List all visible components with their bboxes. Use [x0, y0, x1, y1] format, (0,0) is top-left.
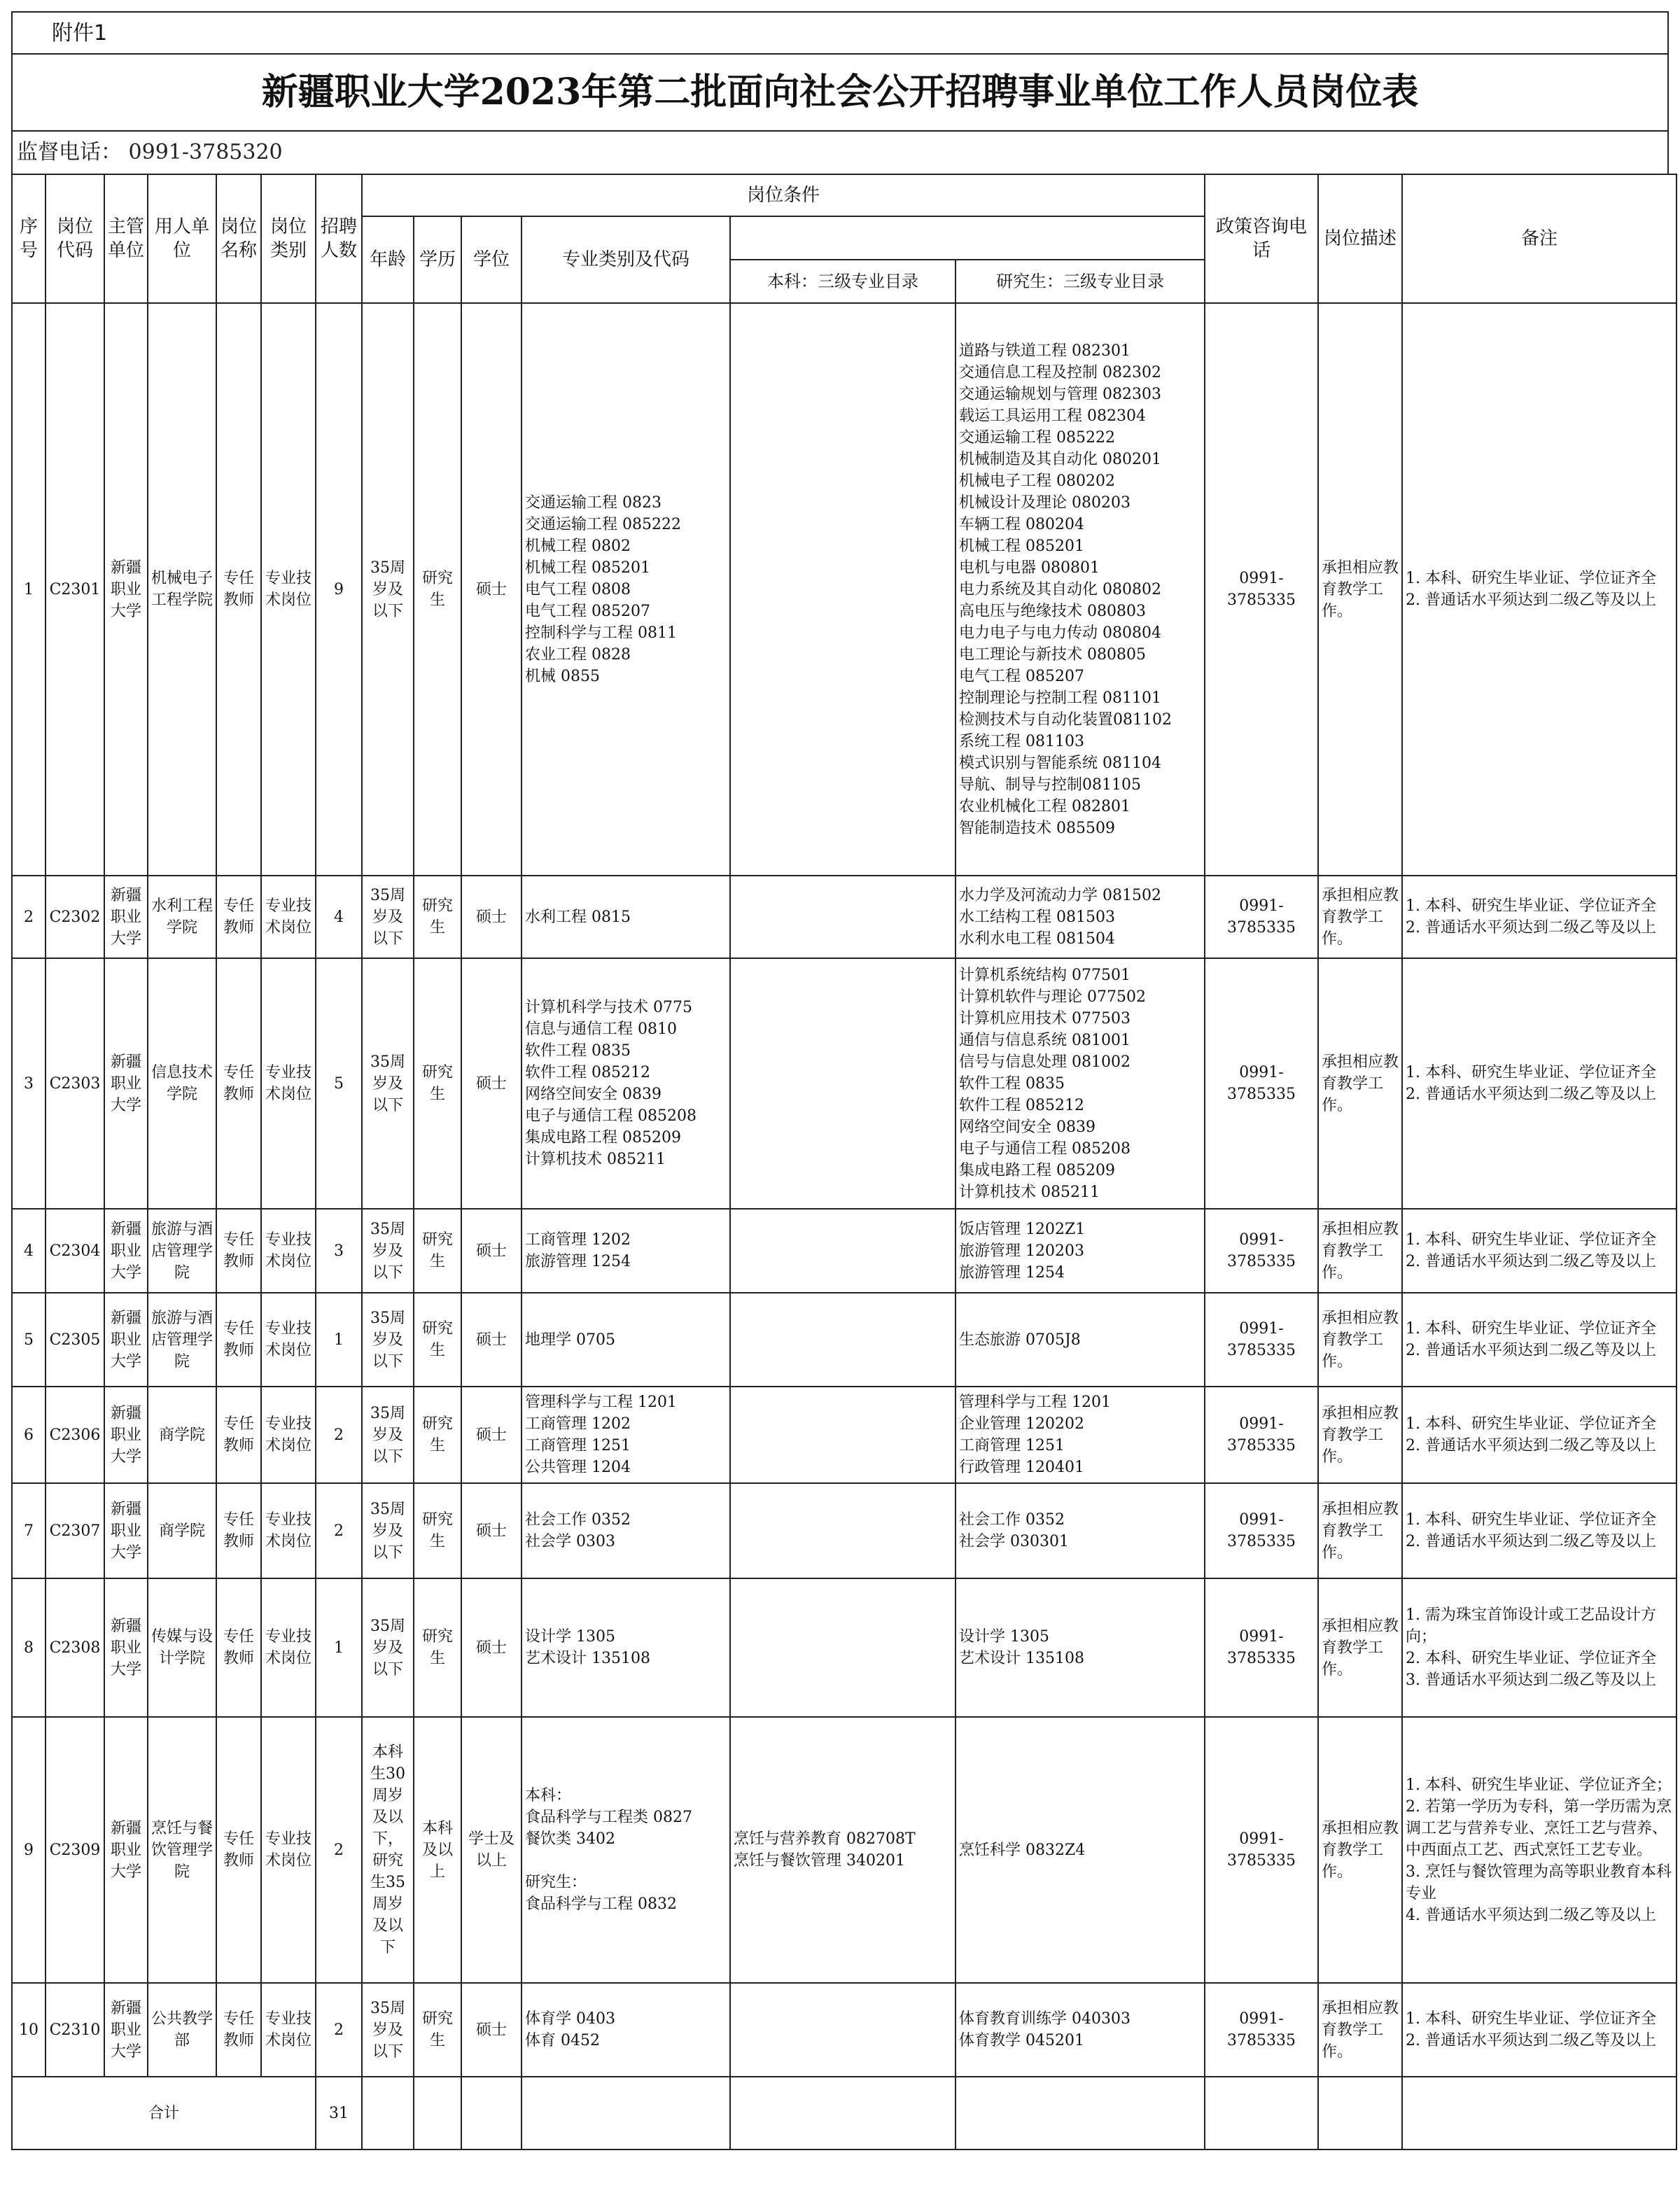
cell-seq: 4 [12, 1209, 46, 1293]
cell-undergrad [730, 958, 955, 1209]
col-employer: 用人单位 [148, 174, 216, 303]
col-code: 岗位代码 [46, 174, 104, 303]
cell-post-name: 专任教师 [216, 958, 261, 1209]
cell-notes: 1. 本科、研究生毕业证、学位证齐全 2. 普通话水平须达到二级乙等及以上 [1402, 1483, 1676, 1578]
cell-code: C2310 [46, 1983, 104, 2077]
cell-hires: 3 [316, 1209, 362, 1293]
cell-seq: 5 [12, 1293, 46, 1387]
cell-code: C2309 [46, 1717, 104, 1983]
cell-hires: 1 [316, 1293, 362, 1387]
cell-graduate: 社会工作 0352 社会学 030301 [955, 1483, 1205, 1578]
cell-supervisor: 新疆职业大学 [104, 876, 148, 958]
cell-major: 水利工程 0815 [522, 876, 730, 958]
cell-education: 研究生 [414, 876, 461, 958]
cell-post-type: 专业技术岗位 [261, 1717, 316, 1983]
cell-age: 35周岁及以下 [362, 1209, 414, 1293]
cell-code: C2306 [46, 1387, 104, 1483]
cell-major: 体育学 0403 体育 0452 [522, 1983, 730, 2077]
cell-hires: 9 [316, 303, 362, 876]
cell-post-type: 专业技术岗位 [261, 303, 316, 876]
cell-description: 承担相应教育教学工作。 [1318, 1717, 1402, 1983]
cell-consult-phone: 0991-3785335 [1205, 958, 1318, 1209]
table-row [12, 876, 1676, 958]
cell-post-type: 专业技术岗位 [261, 958, 316, 1209]
cell-employer: 水利工程学院 [148, 876, 216, 958]
cell-hires: 2 [316, 1387, 362, 1483]
cell-degree: 硕士 [461, 1483, 522, 1578]
cell-education: 研究生 [414, 1293, 461, 1387]
cell-employer: 旅游与酒店管理学院 [148, 1293, 216, 1387]
cell-notes: 1. 本科、研究生毕业证、学位证齐全 2. 普通话水平须达到二级乙等及以上 [1402, 1983, 1676, 2077]
col-seq: 序号 [12, 174, 46, 303]
cell-description: 承担相应教育教学工作。 [1318, 876, 1402, 958]
cell-graduate: 生态旅游 0705J8 [955, 1293, 1205, 1387]
cell-hires: 2 [316, 1483, 362, 1578]
cell-description: 承担相应教育教学工作。 [1318, 958, 1402, 1209]
cell-post-name: 专任教师 [216, 1209, 261, 1293]
total-row [12, 2077, 1676, 2150]
cell-degree: 硕士 [461, 1578, 522, 1717]
cell-employer: 烹饪与餐饮管理学院 [148, 1717, 216, 1983]
cell-consult-phone: 0991-3785335 [1205, 1209, 1318, 1293]
cell-major: 本科： 食品科学与工程类 0827 餐饮类 3402 研究生： 食品科学与工程 0832 [522, 1717, 730, 1983]
cell-age: 35周岁及以下 [362, 876, 414, 958]
cell-major: 管理科学与工程 1201 工商管理 1202 工商管理 1251 公共管理 1204 [522, 1387, 730, 1483]
cell-code: C2303 [46, 958, 104, 1209]
cell-notes: 1. 本科、研究生毕业证、学位证齐全 2. 普通话水平须达到二级乙等及以上 [1402, 1387, 1676, 1483]
cell-code: C2304 [46, 1209, 104, 1293]
cell-hires: 2 [316, 1717, 362, 1983]
col-age: 年龄 [362, 216, 414, 303]
cell-post-name: 专任教师 [216, 1578, 261, 1717]
cell-hires: 5 [316, 958, 362, 1209]
cell-education: 研究生 [414, 1983, 461, 2077]
cell-seq: 3 [12, 958, 46, 1209]
cell-degree: 硕士 [461, 1293, 522, 1387]
cell-hires: 1 [316, 1578, 362, 1717]
cell-undergrad [730, 303, 955, 876]
cell-graduate: 设计学 1305 艺术设计 135108 [955, 1578, 1205, 1717]
cell-age: 35周岁及以下 [362, 1483, 414, 1578]
cell-post-name: 专任教师 [216, 1293, 261, 1387]
cell-major: 社会工作 0352 社会学 0303 [522, 1483, 730, 1578]
cell-consult-phone: 0991-3785335 [1205, 1983, 1318, 2077]
cell-degree: 硕士 [461, 1209, 522, 1293]
positions-table [11, 174, 1677, 2150]
cell-education: 研究生 [414, 1578, 461, 1717]
col-undergrad: 本科：三级专业目录 [730, 260, 955, 303]
cell-consult-phone: 0991-3785335 [1205, 876, 1318, 958]
cell-supervisor: 新疆职业大学 [104, 1483, 148, 1578]
col-major: 专业类别及代码 [522, 216, 730, 303]
cell-notes: 1. 本科、研究生毕业证、学位证齐全 2. 普通话水平须达到二级乙等及以上 [1402, 1293, 1676, 1387]
cell-post-type: 专业技术岗位 [261, 1387, 316, 1483]
cell-seq: 1 [12, 303, 46, 876]
table-row [12, 1717, 1676, 1983]
cell-degree: 学士及以上 [461, 1717, 522, 1983]
cell-seq: 9 [12, 1717, 46, 1983]
cell-employer: 信息技术学院 [148, 958, 216, 1209]
cell-age: 35周岁及以下 [362, 1387, 414, 1483]
cell-major: 工商管理 1202 旅游管理 1254 [522, 1209, 730, 1293]
col-education: 学历 [414, 216, 461, 303]
cell-post-type: 专业技术岗位 [261, 876, 316, 958]
col-conditions: 岗位条件 [362, 174, 1205, 216]
cell-graduate: 水力学及河流动力学 081502 水工结构工程 081503 水利水电工程 081504 [955, 876, 1205, 958]
cell-undergrad [730, 1293, 955, 1387]
cell-age: 35周岁及以下 [362, 1578, 414, 1717]
col-notes: 备注 [1402, 174, 1676, 303]
cell-age: 本科生30周岁及以下，研究生35周岁及以下 [362, 1717, 414, 1983]
cell-undergrad [730, 876, 955, 958]
supervision-phone: 监督电话： 0991-3785320 [11, 132, 1669, 174]
cell-description: 承担相应教育教学工作。 [1318, 303, 1402, 876]
col-description: 岗位描述 [1318, 174, 1402, 303]
cell-hires: 2 [316, 1983, 362, 2077]
cell-consult-phone: 0991-3785335 [1205, 1717, 1318, 1983]
cell-consult-phone: 0991-3785335 [1205, 1293, 1318, 1387]
document-sheet [11, 11, 1672, 2150]
cell-consult-phone: 0991-3785335 [1205, 1578, 1318, 1717]
cell-post-name: 专任教师 [216, 303, 261, 876]
cell-major: 设计学 1305 艺术设计 135108 [522, 1578, 730, 1717]
total-value: 31 [316, 2077, 362, 2150]
col-supervisor: 主管单位 [104, 174, 148, 303]
cell-post-name: 专任教师 [216, 876, 261, 958]
cell-age: 35周岁及以下 [362, 303, 414, 876]
cell-employer: 商学院 [148, 1387, 216, 1483]
cell-post-type: 专业技术岗位 [261, 1483, 316, 1578]
cell-employer: 公共教学部 [148, 1983, 216, 2077]
cell-graduate: 体育教育训练学 040303 体育教学 045201 [955, 1983, 1205, 2077]
cell-consult-phone: 0991-3785335 [1205, 303, 1318, 876]
col-post-name: 岗位名称 [216, 174, 261, 303]
cell-supervisor: 新疆职业大学 [104, 1387, 148, 1483]
table-row [12, 1293, 1676, 1387]
cell-education: 本科及以上 [414, 1717, 461, 1983]
cell-post-type: 专业技术岗位 [261, 1209, 316, 1293]
cell-undergrad [730, 1209, 955, 1293]
cell-employer: 商学院 [148, 1483, 216, 1578]
cell-post-name: 专任教师 [216, 1717, 261, 1983]
cell-post-name: 专任教师 [216, 1483, 261, 1578]
cell-supervisor: 新疆职业大学 [104, 1578, 148, 1717]
cell-employer: 机械电子工程学院 [148, 303, 216, 876]
cell-code: C2308 [46, 1578, 104, 1717]
cell-description: 承担相应教育教学工作。 [1318, 1209, 1402, 1293]
cell-education: 研究生 [414, 1387, 461, 1483]
cell-post-name: 专任教师 [216, 1387, 261, 1483]
cell-post-name: 专任教师 [216, 1983, 261, 2077]
cell-supervisor: 新疆职业大学 [104, 1293, 148, 1387]
page-title: 新疆职业大学2023年第二批面向社会公开招聘事业单位工作人员岗位表 [11, 53, 1669, 132]
cell-post-type: 专业技术岗位 [261, 1983, 316, 2077]
cell-undergrad [730, 1983, 955, 2077]
cell-major: 计算机科学与技术 0775 信息与通信工程 0810 软件工程 0835 软件工程 085212 网络空间安全 0839 电子与通信工程 085208 集成电路工程 085209 计算机技术 085211 [522, 958, 730, 1209]
cell-code: C2307 [46, 1483, 104, 1578]
cell-degree: 硕士 [461, 876, 522, 958]
cell-description: 承担相应教育教学工作。 [1318, 1578, 1402, 1717]
col-major-catalog [730, 216, 1205, 260]
col-degree: 学位 [461, 216, 522, 303]
cell-degree: 硕士 [461, 303, 522, 876]
cell-seq: 2 [12, 876, 46, 958]
cell-graduate: 计算机系统结构 077501 计算机软件与理论 077502 计算机应用技术 077503 通信与信息系统 081001 信号与信息处理 081002 软件工程 0835 软件工程 085212 网络空间安全 0839 电子与通信工程 085208 集成电路工程 085209 计算机技术 085211 [955, 958, 1205, 1209]
cell-degree: 硕士 [461, 1387, 522, 1483]
table-row [12, 1578, 1676, 1717]
col-consult-phone: 政策咨询电话 [1205, 174, 1318, 303]
cell-supervisor: 新疆职业大学 [104, 1717, 148, 1983]
cell-undergrad: 烹饪与营养教育 082708T 烹饪与餐饮管理 340201 [730, 1717, 955, 1983]
cell-supervisor: 新疆职业大学 [104, 303, 148, 876]
cell-code: C2305 [46, 1293, 104, 1387]
table-row [12, 958, 1676, 1209]
cell-notes: 1. 本科、研究生毕业证、学位证齐全 2. 普通话水平须达到二级乙等及以上 [1402, 876, 1676, 958]
cell-description: 承担相应教育教学工作。 [1318, 1983, 1402, 2077]
cell-education: 研究生 [414, 1209, 461, 1293]
cell-seq: 8 [12, 1578, 46, 1717]
cell-hires: 4 [316, 876, 362, 958]
attachment-label: 附件1 [11, 11, 1669, 53]
cell-major: 交通运输工程 0823 交通运输工程 085222 机械工程 0802 机械工程 085201 电气工程 0808 电气工程 085207 控制科学与工程 0811 农业工程 0828 机械 0855 [522, 303, 730, 876]
cell-employer: 旅游与酒店管理学院 [148, 1209, 216, 1293]
cell-seq: 7 [12, 1483, 46, 1578]
total-label: 合计 [12, 2077, 316, 2150]
table-row [12, 1209, 1676, 1293]
cell-code: C2302 [46, 876, 104, 958]
cell-age: 35周岁及以下 [362, 958, 414, 1209]
table-row [12, 303, 1676, 876]
cell-graduate: 烹饪科学 0832Z4 [955, 1717, 1205, 1983]
cell-employer: 传媒与设计学院 [148, 1578, 216, 1717]
table-row [12, 1387, 1676, 1483]
cell-consult-phone: 0991-3785335 [1205, 1387, 1318, 1483]
cell-education: 研究生 [414, 958, 461, 1209]
cell-notes: 1. 本科、研究生毕业证、学位证齐全； 2. 若第一学历为专科，第一学历需为烹调工艺与营养专业、烹饪工艺与营养、中西面点工艺、西式烹饪工艺专业。 3. 烹饪与餐饮管理为高等职业教育本科专业 4. 普通话水平须达到二级乙等及以上 [1402, 1717, 1676, 1983]
cell-post-type: 专业技术岗位 [261, 1578, 316, 1717]
cell-degree: 硕士 [461, 958, 522, 1209]
cell-seq: 6 [12, 1387, 46, 1483]
col-graduate: 研究生：三级专业目录 [955, 260, 1205, 303]
cell-supervisor: 新疆职业大学 [104, 1209, 148, 1293]
cell-post-type: 专业技术岗位 [261, 1293, 316, 1387]
cell-notes: 1. 本科、研究生毕业证、学位证齐全 2. 普通话水平须达到二级乙等及以上 [1402, 303, 1676, 876]
cell-description: 承担相应教育教学工作。 [1318, 1387, 1402, 1483]
table-body [12, 303, 1676, 2150]
cell-description: 承担相应教育教学工作。 [1318, 1483, 1402, 1578]
cell-seq: 10 [12, 1983, 46, 2077]
cell-description: 承担相应教育教学工作。 [1318, 1293, 1402, 1387]
cell-age: 35周岁及以下 [362, 1293, 414, 1387]
cell-graduate: 饭店管理 1202Z1 旅游管理 120203 旅游管理 1254 [955, 1209, 1205, 1293]
cell-undergrad [730, 1578, 955, 1717]
cell-code: C2301 [46, 303, 104, 876]
cell-notes: 1. 本科、研究生毕业证、学位证齐全 2. 普通话水平须达到二级乙等及以上 [1402, 958, 1676, 1209]
table-row [12, 1983, 1676, 2077]
cell-notes: 1. 需为珠宝首饰设计或工艺品设计方向； 2. 本科、研究生毕业证、学位证齐全 3. 普通话水平须达到二级乙等及以上 [1402, 1578, 1676, 1717]
cell-notes: 1. 本科、研究生毕业证、学位证齐全 2. 普通话水平须达到二级乙等及以上 [1402, 1209, 1676, 1293]
col-hires: 招聘人数 [316, 174, 362, 303]
cell-undergrad [730, 1387, 955, 1483]
cell-undergrad [730, 1483, 955, 1578]
table-row [12, 1483, 1676, 1578]
cell-degree: 硕士 [461, 1983, 522, 2077]
cell-age: 35周岁及以下 [362, 1983, 414, 2077]
cell-education: 研究生 [414, 1483, 461, 1578]
cell-graduate: 道路与铁道工程 082301 交通信息工程及控制 082302 交通运输规划与管理 082303 载运工具运用工程 082304 交通运输工程 085222 机械制造及其自动化 080201 机械电子工程 080202 机械设计及理论 080203 车辆工程 080204 机械工程 085201 电机与电器 080801 电力系统及其自动化 080802 高电压与绝缘技术 080803 电力电子与电力传动 080804 电工理论与新技术 080805 电气工程 085207 控制理论与控制工程 081101 检测技术与自动化装置081102 系统工程 081103 模式识别与智能系统 081104 导航、制导与控制081105 农业机械化工程 082801 智能制造技术 085509 [955, 303, 1205, 876]
cell-consult-phone: 0991-3785335 [1205, 1483, 1318, 1578]
cell-supervisor: 新疆职业大学 [104, 1983, 148, 2077]
cell-supervisor: 新疆职业大学 [104, 958, 148, 1209]
cell-major: 地理学 0705 [522, 1293, 730, 1387]
cell-education: 研究生 [414, 303, 461, 876]
cell-graduate: 管理科学与工程 1201 企业管理 120202 工商管理 1251 行政管理 120401 [955, 1387, 1205, 1483]
col-post-type: 岗位类别 [261, 174, 316, 303]
